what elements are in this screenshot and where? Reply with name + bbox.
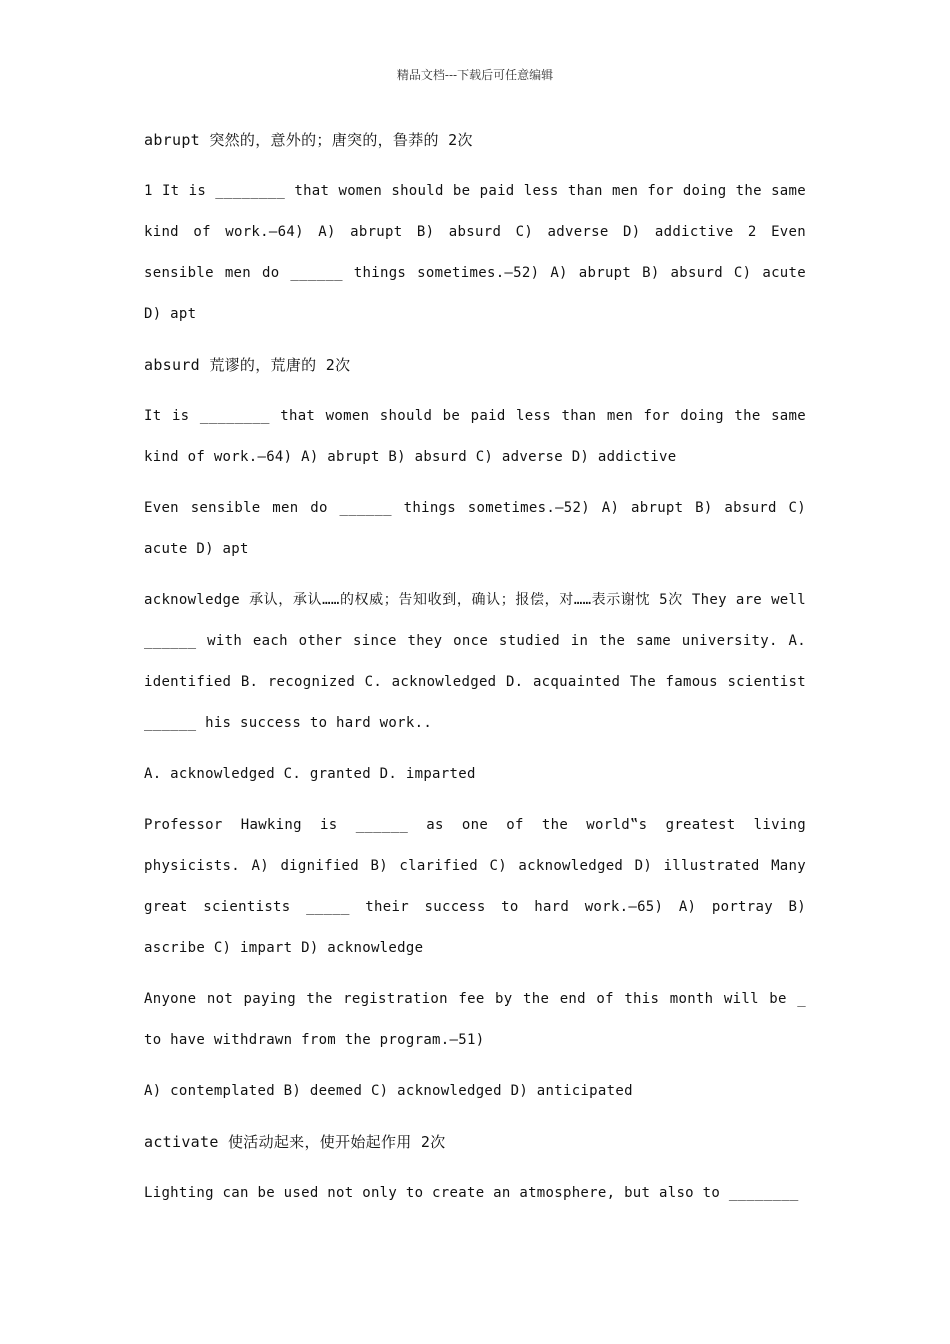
question-paragraph: 1 It is ________ that women should be paid less than men for doing the same kind of work.—64) A) abrupt B) absurd C) adverse D) addictive 2 Even sensible men do ______ things sometimes.—52) A) abrupt B) absurd C) acute D) apt [144, 183, 806, 322]
entry-heading-activate: activate 使活动起来，使开始起作用 2次 [144, 1133, 446, 1151]
options-paragraph: A. acknowledged C. granted D. imparted [144, 766, 476, 782]
question-paragraph: It is ________ that women should be paid less than men for doing the same kind of work.—64) A) abrupt B) absurd C) adverse D) addictive [144, 408, 806, 465]
options-paragraph: A) contemplated B) deemed C) acknowledged D) anticipated [144, 1083, 633, 1099]
entry-heading-absurd: absurd 荒谬的，荒唐的 2次 [144, 356, 351, 374]
page-header: 精品文档---下载后可任意编辑 [396, 68, 554, 82]
entry-acknowledge-paragraph: acknowledge 承认，承认……的权威；告知收到，确认；报偿，对……表示谢忱 5次 They are well ______ with each other since they once studied in the same university. A. identified B. recognized C. acknowledged D. acquainted The famous scientist ______ his success to hard work.. [144, 592, 806, 731]
question-paragraph: Lighting can be used not only to create an atmosphere, but also to ________ [144, 1185, 799, 1201]
document-body [144, 120, 806, 1224]
question-paragraph: Professor Hawking is ______ as one of the world‟s greatest living physicists. A) dignified B) clarified C) acknowledged D) illustrated Many great scientists _____ their success to hard work.—65) A) portray B) ascribe C) impart D) acknowledge [144, 817, 806, 956]
question-paragraph: Even sensible men do ______ things sometimes.—52) A) abrupt B) absurd C) acute D) apt [144, 500, 806, 557]
question-paragraph: Anyone not paying the registration fee by the end of this month will be _ to have withdrawn from the program.—51) [144, 991, 806, 1048]
entry-heading-abrupt: abrupt 突然的，意外的；唐突的，鲁莽的 2次 [144, 131, 473, 149]
